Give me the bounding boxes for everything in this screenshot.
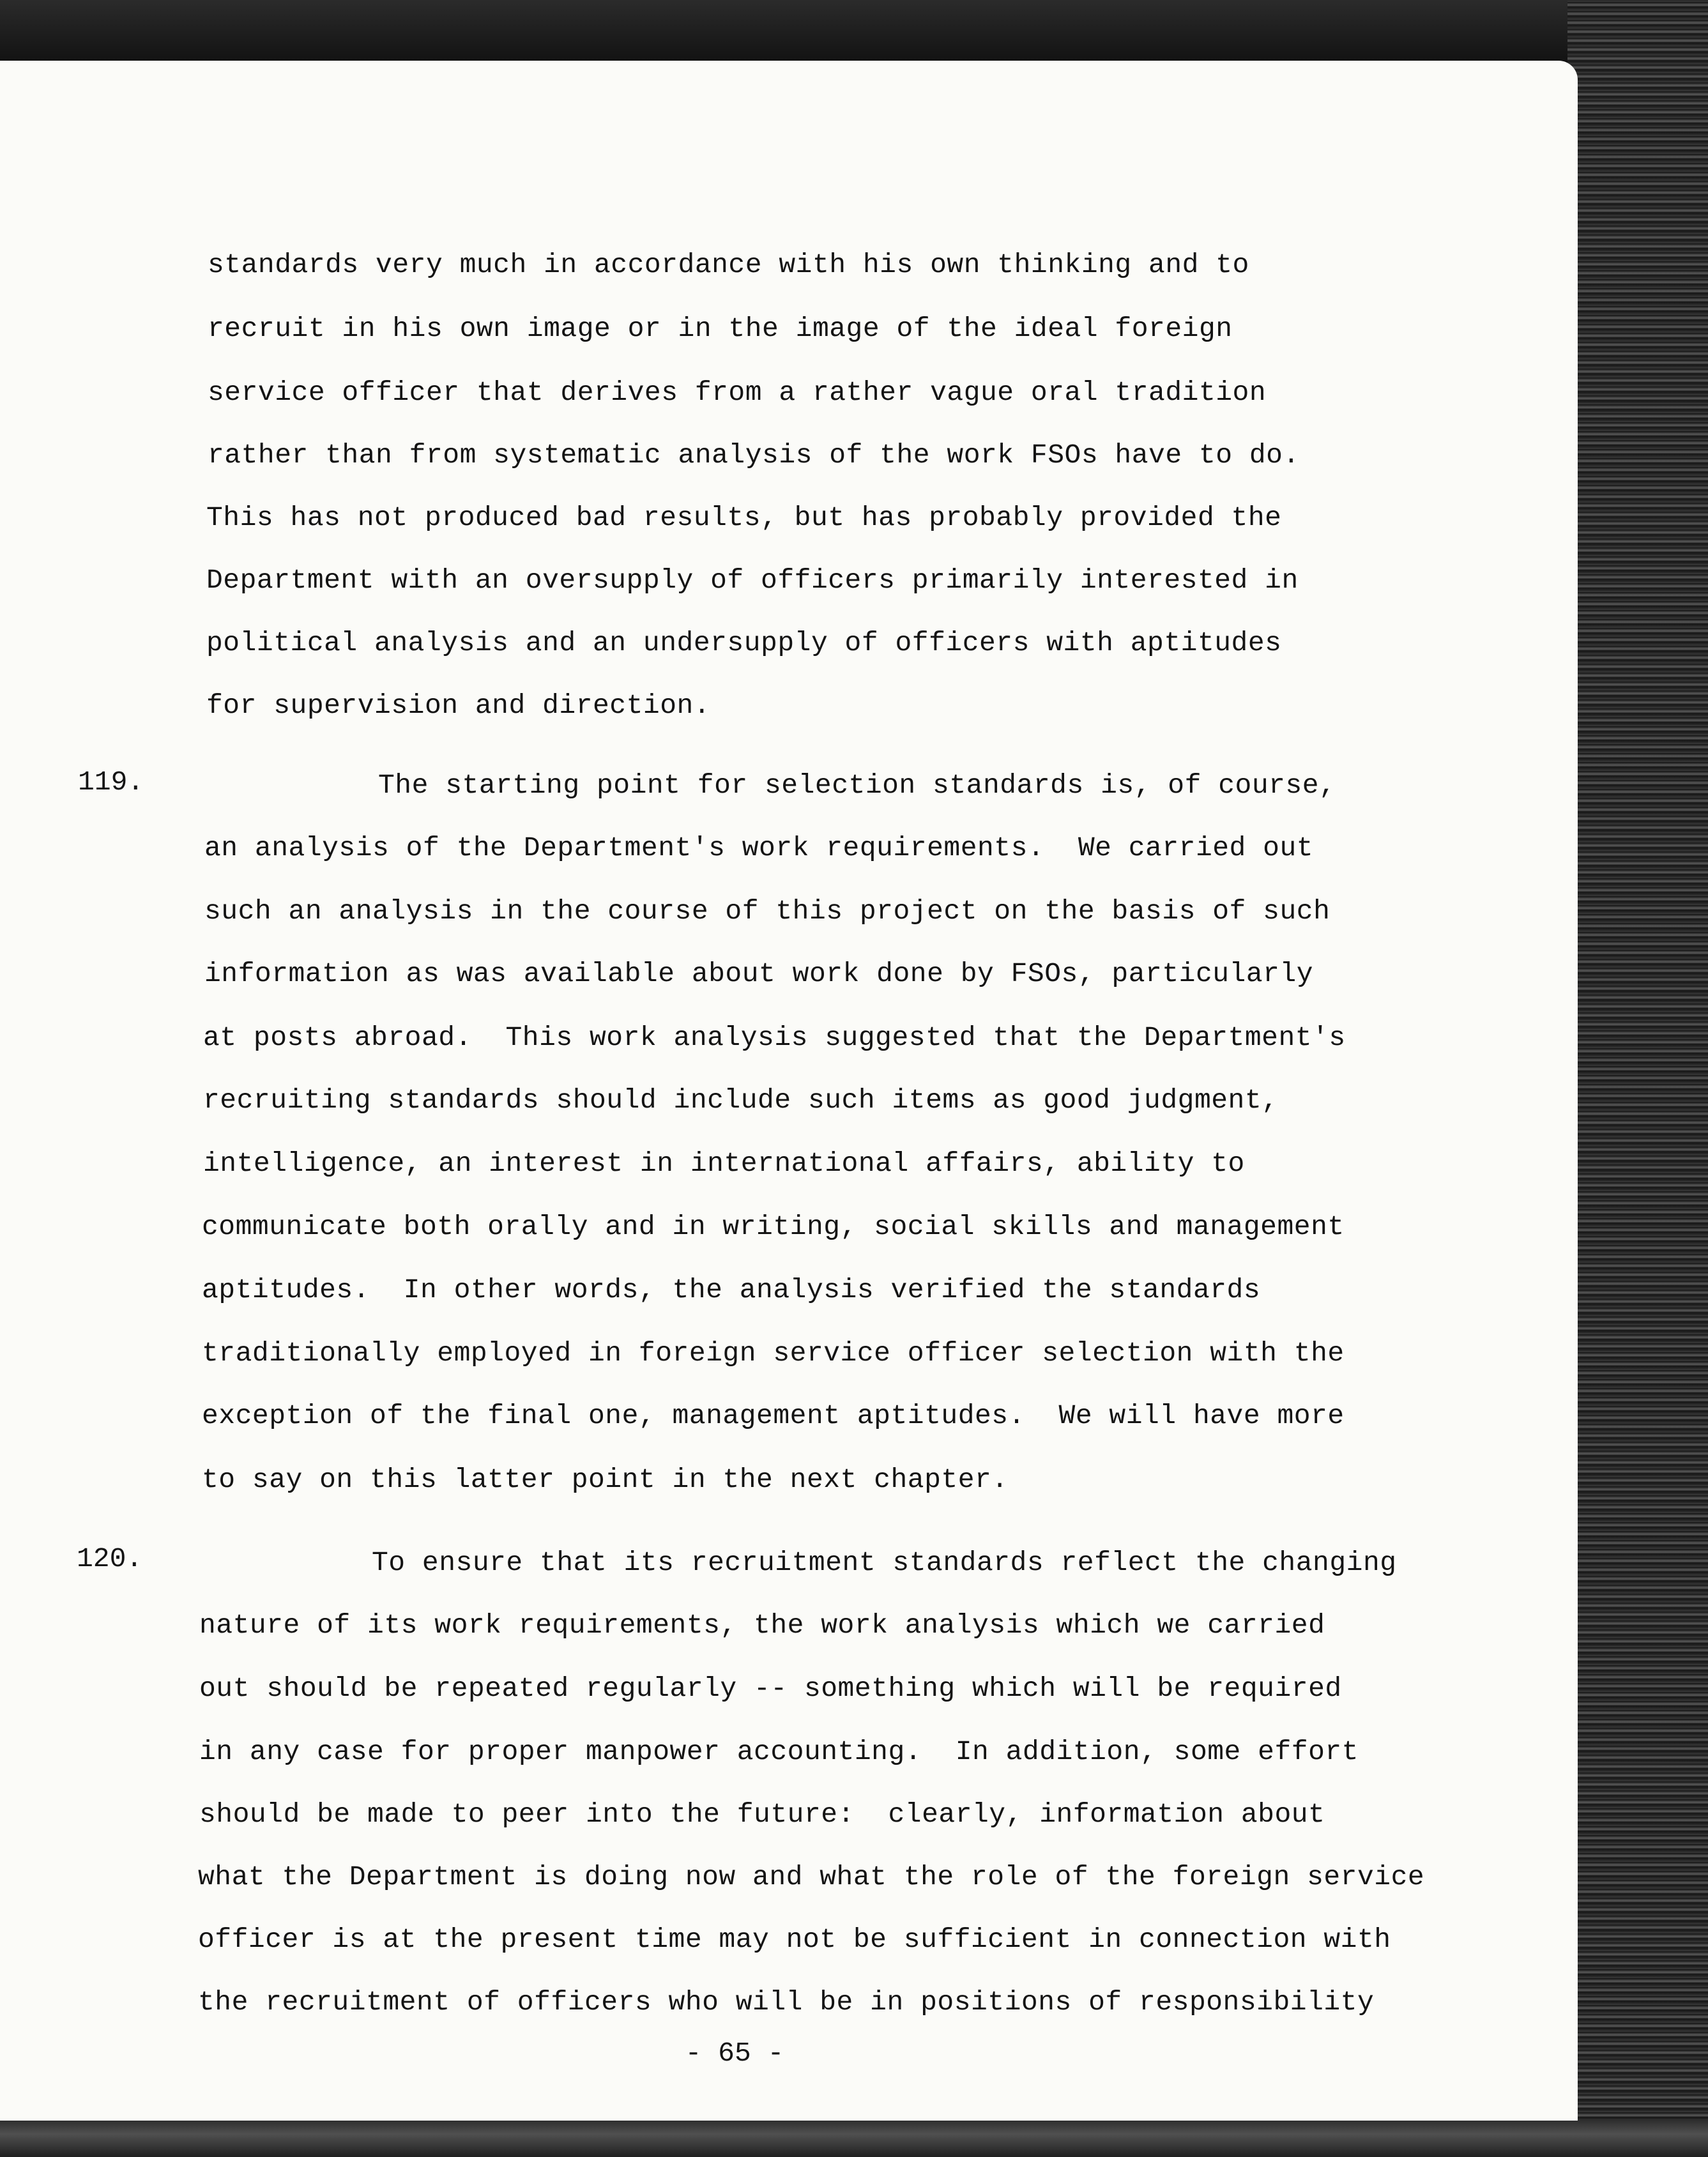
text-line: intelligence, an interest in international affairs, ability to — [203, 1148, 1245, 1179]
text-line: such an analysis in the course of this project on the basis of such — [204, 896, 1331, 927]
paragraph-number: 120. — [77, 1543, 143, 1574]
text-line: for supervision and direction. — [206, 690, 711, 721]
text-line: recruiting standards should include such items as good judgment, — [203, 1085, 1279, 1116]
text-line: Department with an oversupply of officers primarily interested in — [206, 565, 1299, 596]
text-line: standards very much in accordance with his own thinking and to — [208, 249, 1249, 280]
text-line: nature of its work requirements, the work analysis which we carried — [199, 1610, 1325, 1641]
text-line: an analysis of the Department's work requirements. We carried out — [204, 832, 1314, 864]
text-line: officer is at the present time may not be sufficient in connection with — [198, 1924, 1391, 1955]
text-line: traditionally employed in foreign service officer selection with the — [202, 1338, 1345, 1369]
document-page — [0, 61, 1578, 2121]
text-line: political analysis and an undersupply of officers with aptitudes — [206, 627, 1282, 659]
text-line: out should be repeated regularly -- something which will be required — [199, 1673, 1342, 1704]
text-line: rather than from systematic analysis of the work FSOs have to do. — [208, 439, 1300, 471]
text-line: This has not produced bad results, but has probably provided the — [206, 502, 1282, 533]
text-line: The starting point for selection standards is, of course, — [378, 770, 1336, 801]
scan-border-top — [0, 0, 1708, 70]
text-line: recruit in his own image or in the image of the ideal foreign — [208, 313, 1233, 344]
scan-border-bottom — [0, 2119, 1708, 2157]
text-line: To ensure that its recruitment standards reflect the changing — [372, 1547, 1397, 1578]
scan-border-right — [1567, 0, 1708, 2157]
text-line: service officer that derives from a rather vague oral tradition — [208, 377, 1267, 408]
paragraph-number: 119. — [78, 766, 144, 798]
text-line: in any case for proper manpower accounting. In addition, some effort — [199, 1736, 1359, 1767]
page-number: - 65 - — [685, 2038, 784, 2069]
text-line: exception of the final one, management aptitudes. We will have more — [202, 1400, 1345, 1431]
text-line: communicate both orally and in writing, social skills and management — [202, 1211, 1345, 1242]
text-line: what the Department is doing now and what the role of the foreign service — [198, 1861, 1425, 1893]
text-line: aptitudes. In other words, the analysis verified the standards — [202, 1274, 1261, 1306]
text-line: should be made to peer into the future: clearly, information about — [199, 1799, 1325, 1830]
text-line: information as was available about work done by FSOs, particularly — [204, 958, 1314, 989]
text-line: the recruitment of officers who will be in positions of responsibility — [198, 1986, 1375, 2018]
text-line: at posts abroad. This work analysis suggested that the Department's — [203, 1022, 1346, 1053]
text-line: to say on this latter point in the next chapter. — [202, 1464, 1009, 1495]
